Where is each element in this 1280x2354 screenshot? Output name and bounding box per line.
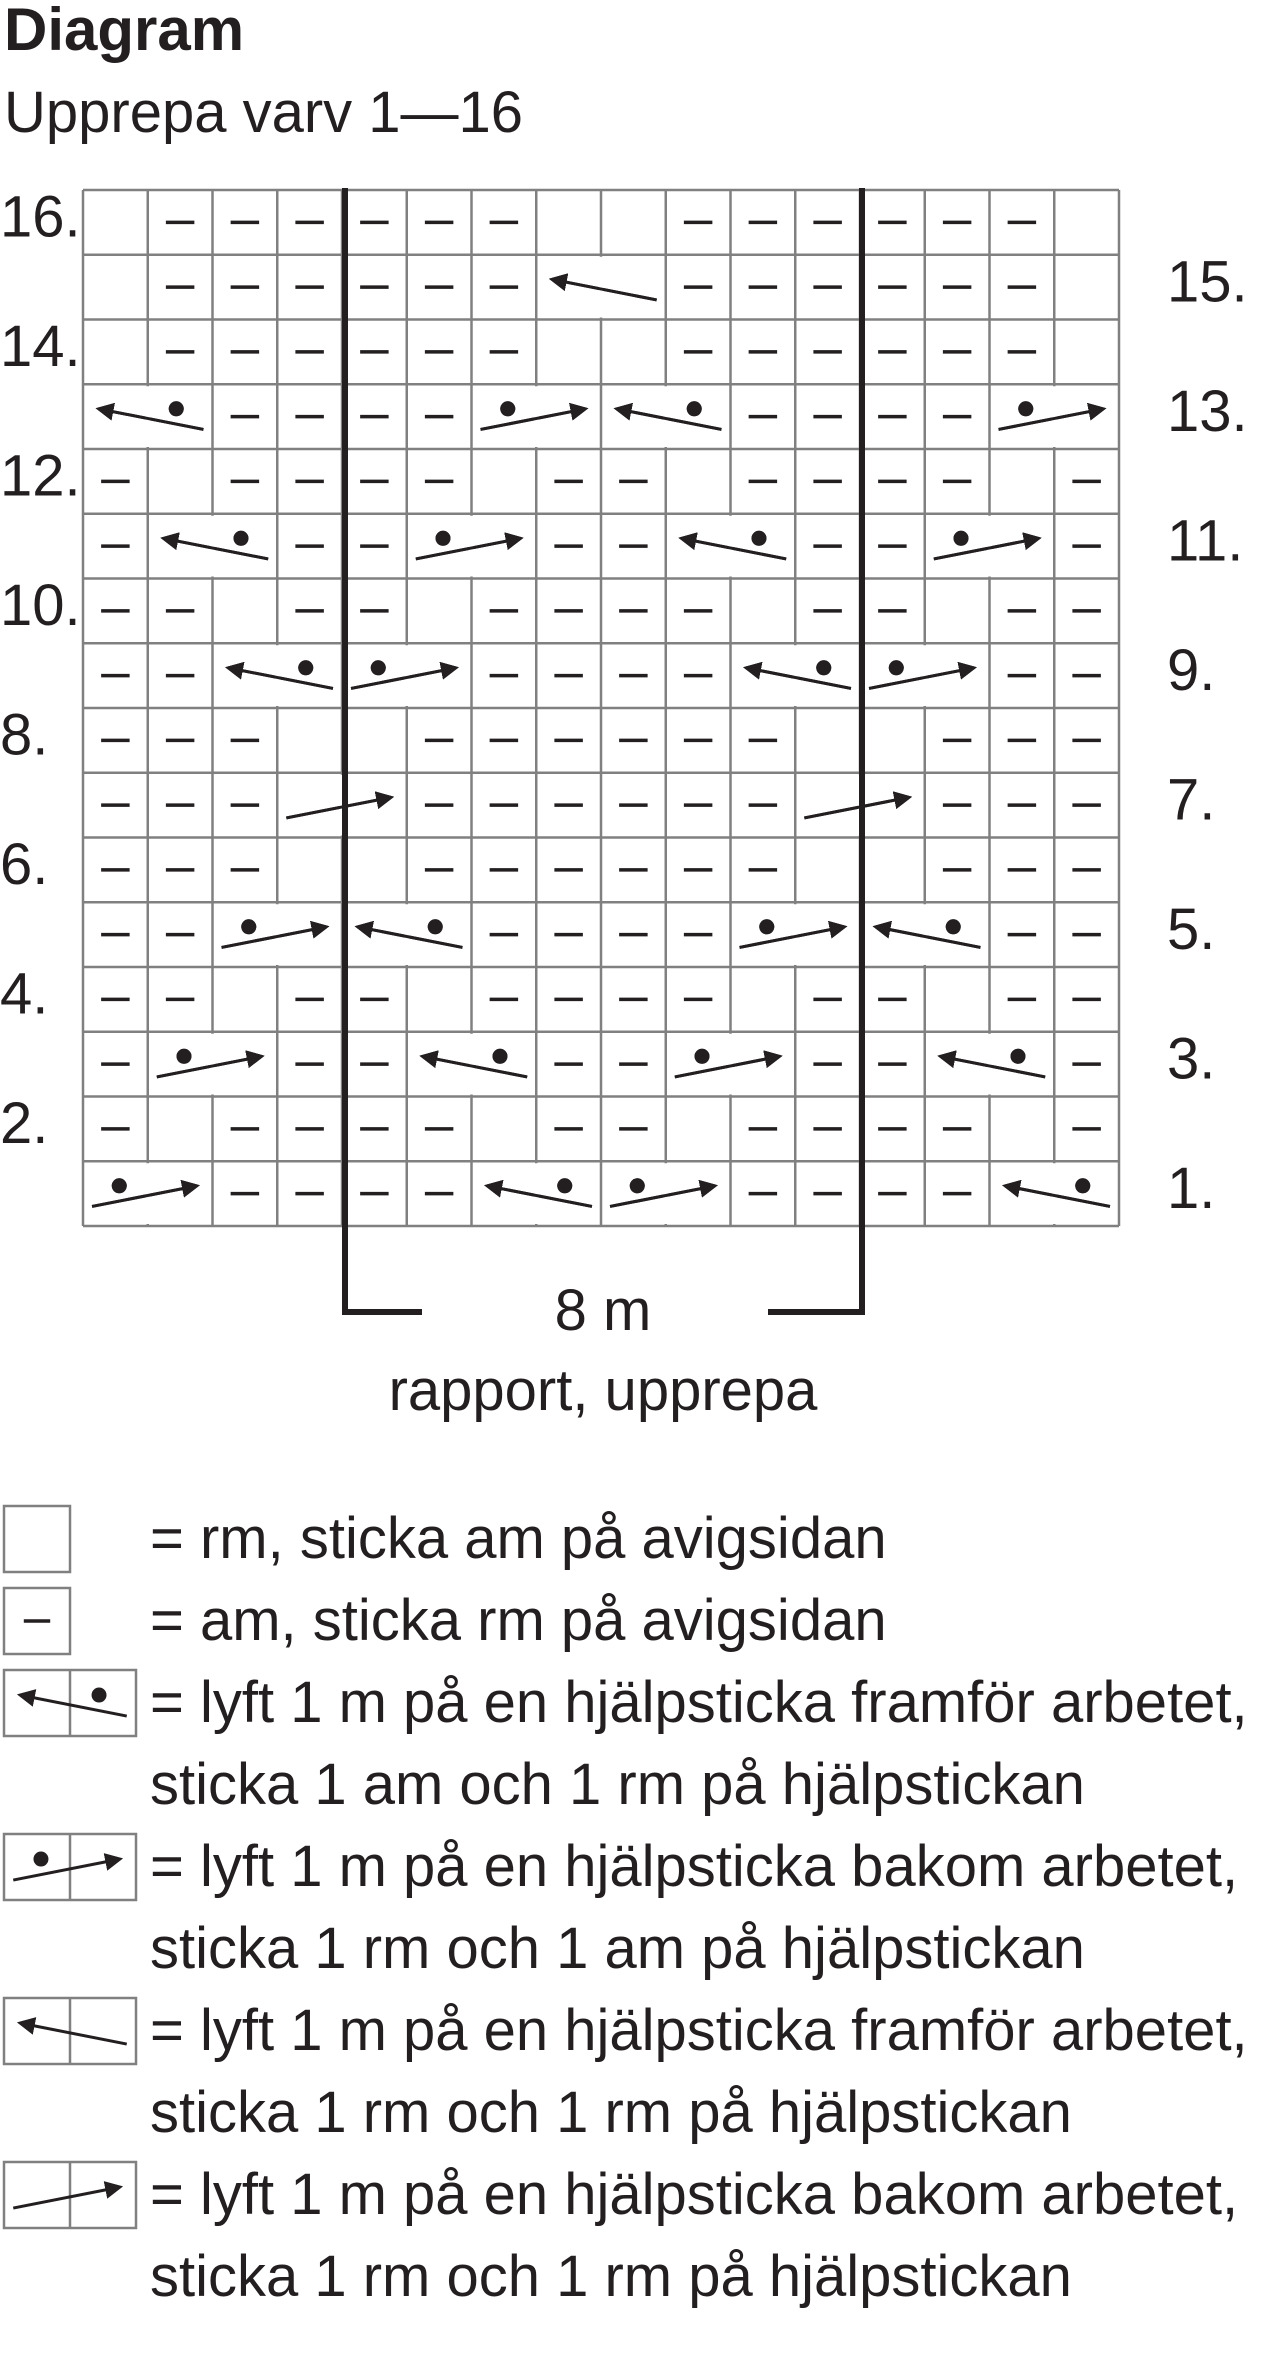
purl-dot	[241, 919, 256, 934]
cable-arrow	[999, 409, 1104, 430]
cable-arrow	[228, 668, 333, 689]
row-label-right: 5.	[1167, 896, 1216, 962]
cable-arrow	[740, 927, 845, 948]
purl-dot	[112, 1178, 127, 1193]
row-label-left: 8.	[0, 702, 49, 768]
cable-symbol	[422, 1049, 527, 1077]
row-label-left: 2.	[0, 1091, 49, 1157]
purl-dot	[233, 531, 248, 546]
cable-arrow	[422, 1056, 527, 1077]
cable-arrow	[675, 1056, 780, 1077]
repeat-caption: rapport, upprepa	[388, 1358, 818, 1423]
row-labels-right	[1167, 249, 1248, 1221]
cable-symbol	[876, 919, 981, 947]
cable-symbol	[681, 531, 786, 559]
cable-symbol	[675, 1049, 780, 1077]
cable-arrow	[617, 409, 722, 430]
legend-symbol-knit	[2, 1504, 72, 1574]
cable-arrow	[681, 538, 786, 559]
repeat-bracket	[342, 188, 865, 1423]
row-label-right: 7.	[1167, 767, 1216, 833]
purl-dot	[371, 660, 386, 675]
cable-symbol	[222, 919, 327, 947]
cable-symbol	[416, 531, 521, 559]
row-label-right: 15.	[1167, 249, 1248, 315]
cable-arrow	[934, 538, 1039, 559]
cable-arrow	[163, 538, 268, 559]
cable-symbol	[869, 660, 974, 688]
purl-dot	[492, 1049, 507, 1064]
cable-arrow	[92, 1186, 197, 1207]
purl-dot	[1075, 1178, 1090, 1193]
cable-symbol	[804, 797, 909, 818]
cable-arrow	[552, 279, 657, 300]
purl-dot	[428, 919, 443, 934]
purl-dot	[687, 401, 702, 416]
purl-dot	[169, 401, 184, 416]
cable-arrow	[746, 668, 851, 689]
cable-arrow	[222, 927, 327, 948]
cable-symbol	[999, 401, 1104, 429]
cable-symbol	[286, 797, 391, 818]
cable-symbol	[92, 1178, 197, 1206]
purl-dot	[177, 1049, 192, 1064]
cable-symbol	[740, 919, 845, 947]
purl-dot	[557, 1178, 572, 1193]
cable-arrow	[481, 409, 586, 430]
cable-arrow	[286, 797, 391, 818]
legend-symbol-cable-left-knit	[2, 1996, 138, 2066]
cable-arrow	[416, 538, 521, 559]
purl-dot	[298, 660, 313, 675]
cable-arrow	[351, 668, 456, 689]
cable-arrow	[99, 409, 204, 430]
cable-symbol	[157, 1049, 262, 1077]
legend-text-continuation: sticka 1 rm och 1 rm på hjälpstickan	[150, 2080, 1072, 2145]
cable-arrow	[940, 1056, 1045, 1077]
cable-symbol	[746, 660, 851, 688]
purl-dot	[1018, 401, 1033, 416]
purl-dot	[946, 919, 961, 934]
row-label-left: 16.	[0, 184, 81, 250]
legend-symbol-cable-left-purl	[2, 1668, 138, 1738]
cable-symbol	[481, 401, 586, 429]
row-label-right: 1.	[1167, 1155, 1216, 1221]
legend-text: = rm, sticka am på avigsidan	[150, 1506, 887, 1571]
row-label-left: 12.	[0, 443, 81, 509]
cable-symbol	[617, 401, 722, 429]
cable-symbol	[228, 660, 333, 688]
legend-text-continuation: sticka 1 rm och 1 am på hjälpstickan	[150, 1916, 1085, 1981]
cable-symbol	[351, 660, 456, 688]
cable-arrow	[1005, 1186, 1110, 1207]
legend-symbol-cable-right-purl	[2, 1832, 138, 1902]
cable-symbol	[934, 531, 1039, 559]
diagram-subtitle: Upprepa varv 1—16	[4, 80, 524, 145]
row-label-left: 4.	[0, 961, 49, 1027]
diagram-title: Diagram	[4, 0, 245, 63]
cable-symbol	[610, 1178, 715, 1206]
row-label-right: 11.	[1167, 508, 1244, 574]
purl-dot	[436, 531, 451, 546]
purl-dot	[889, 660, 904, 675]
row-label-left: 14.	[0, 314, 81, 380]
repeat-label: 8 m	[554, 1278, 652, 1343]
legend-text-continuation: sticka 1 rm och 1 rm på hjälpstickan	[150, 2244, 1072, 2309]
chart-gridlines	[83, 190, 1119, 1226]
cable-arrow	[869, 668, 974, 689]
purl-dot	[695, 1049, 710, 1064]
purl-dot	[816, 660, 831, 675]
legend-text-continuation: sticka 1 am och 1 rm på hjälpstickan	[150, 1752, 1085, 1817]
purl-dot	[954, 531, 969, 546]
cable-arrow	[157, 1056, 262, 1077]
purl-dot	[751, 531, 766, 546]
legend-symbol-purl	[2, 1586, 72, 1656]
cable-arrow	[610, 1186, 715, 1207]
cable-symbol	[487, 1178, 592, 1206]
cable-symbol	[163, 531, 268, 559]
row-label-left: 6.	[0, 832, 49, 898]
cable-symbol	[358, 919, 463, 947]
legend-text: = lyft 1 m på en hjälpsticka bakom arbetet,	[150, 1834, 1239, 1899]
purl-dot	[759, 919, 774, 934]
cable-symbol	[1005, 1178, 1110, 1206]
row-label-left: 10.	[0, 573, 81, 639]
row-label-right: 9.	[1167, 637, 1216, 703]
cable-symbol	[99, 401, 204, 429]
row-label-right: 3.	[1167, 1026, 1216, 1092]
row-label-right: 13.	[1167, 378, 1248, 444]
cable-arrow	[804, 797, 909, 818]
cable-symbol	[552, 279, 657, 300]
legend-text: = lyft 1 m på en hjälpsticka bakom arbetet,	[150, 2162, 1239, 2227]
purl-dot	[1010, 1049, 1025, 1064]
legend-text: = lyft 1 m på en hjälpsticka framför arbetet,	[150, 1670, 1248, 1735]
legend-text: = lyft 1 m på en hjälpsticka framför arbetet,	[150, 1998, 1248, 2063]
legend-text: = am, sticka rm på avigsidan	[150, 1588, 887, 1653]
purl-dot	[630, 1178, 645, 1193]
row-labels-left	[0, 185, 81, 1157]
cable-arrow	[358, 927, 463, 948]
cable-symbol	[940, 1049, 1045, 1077]
cable-arrow	[487, 1186, 592, 1207]
legend-symbol-cable-right-knit	[2, 2160, 138, 2230]
purl-dot	[500, 401, 515, 416]
cable-arrow	[876, 927, 981, 948]
